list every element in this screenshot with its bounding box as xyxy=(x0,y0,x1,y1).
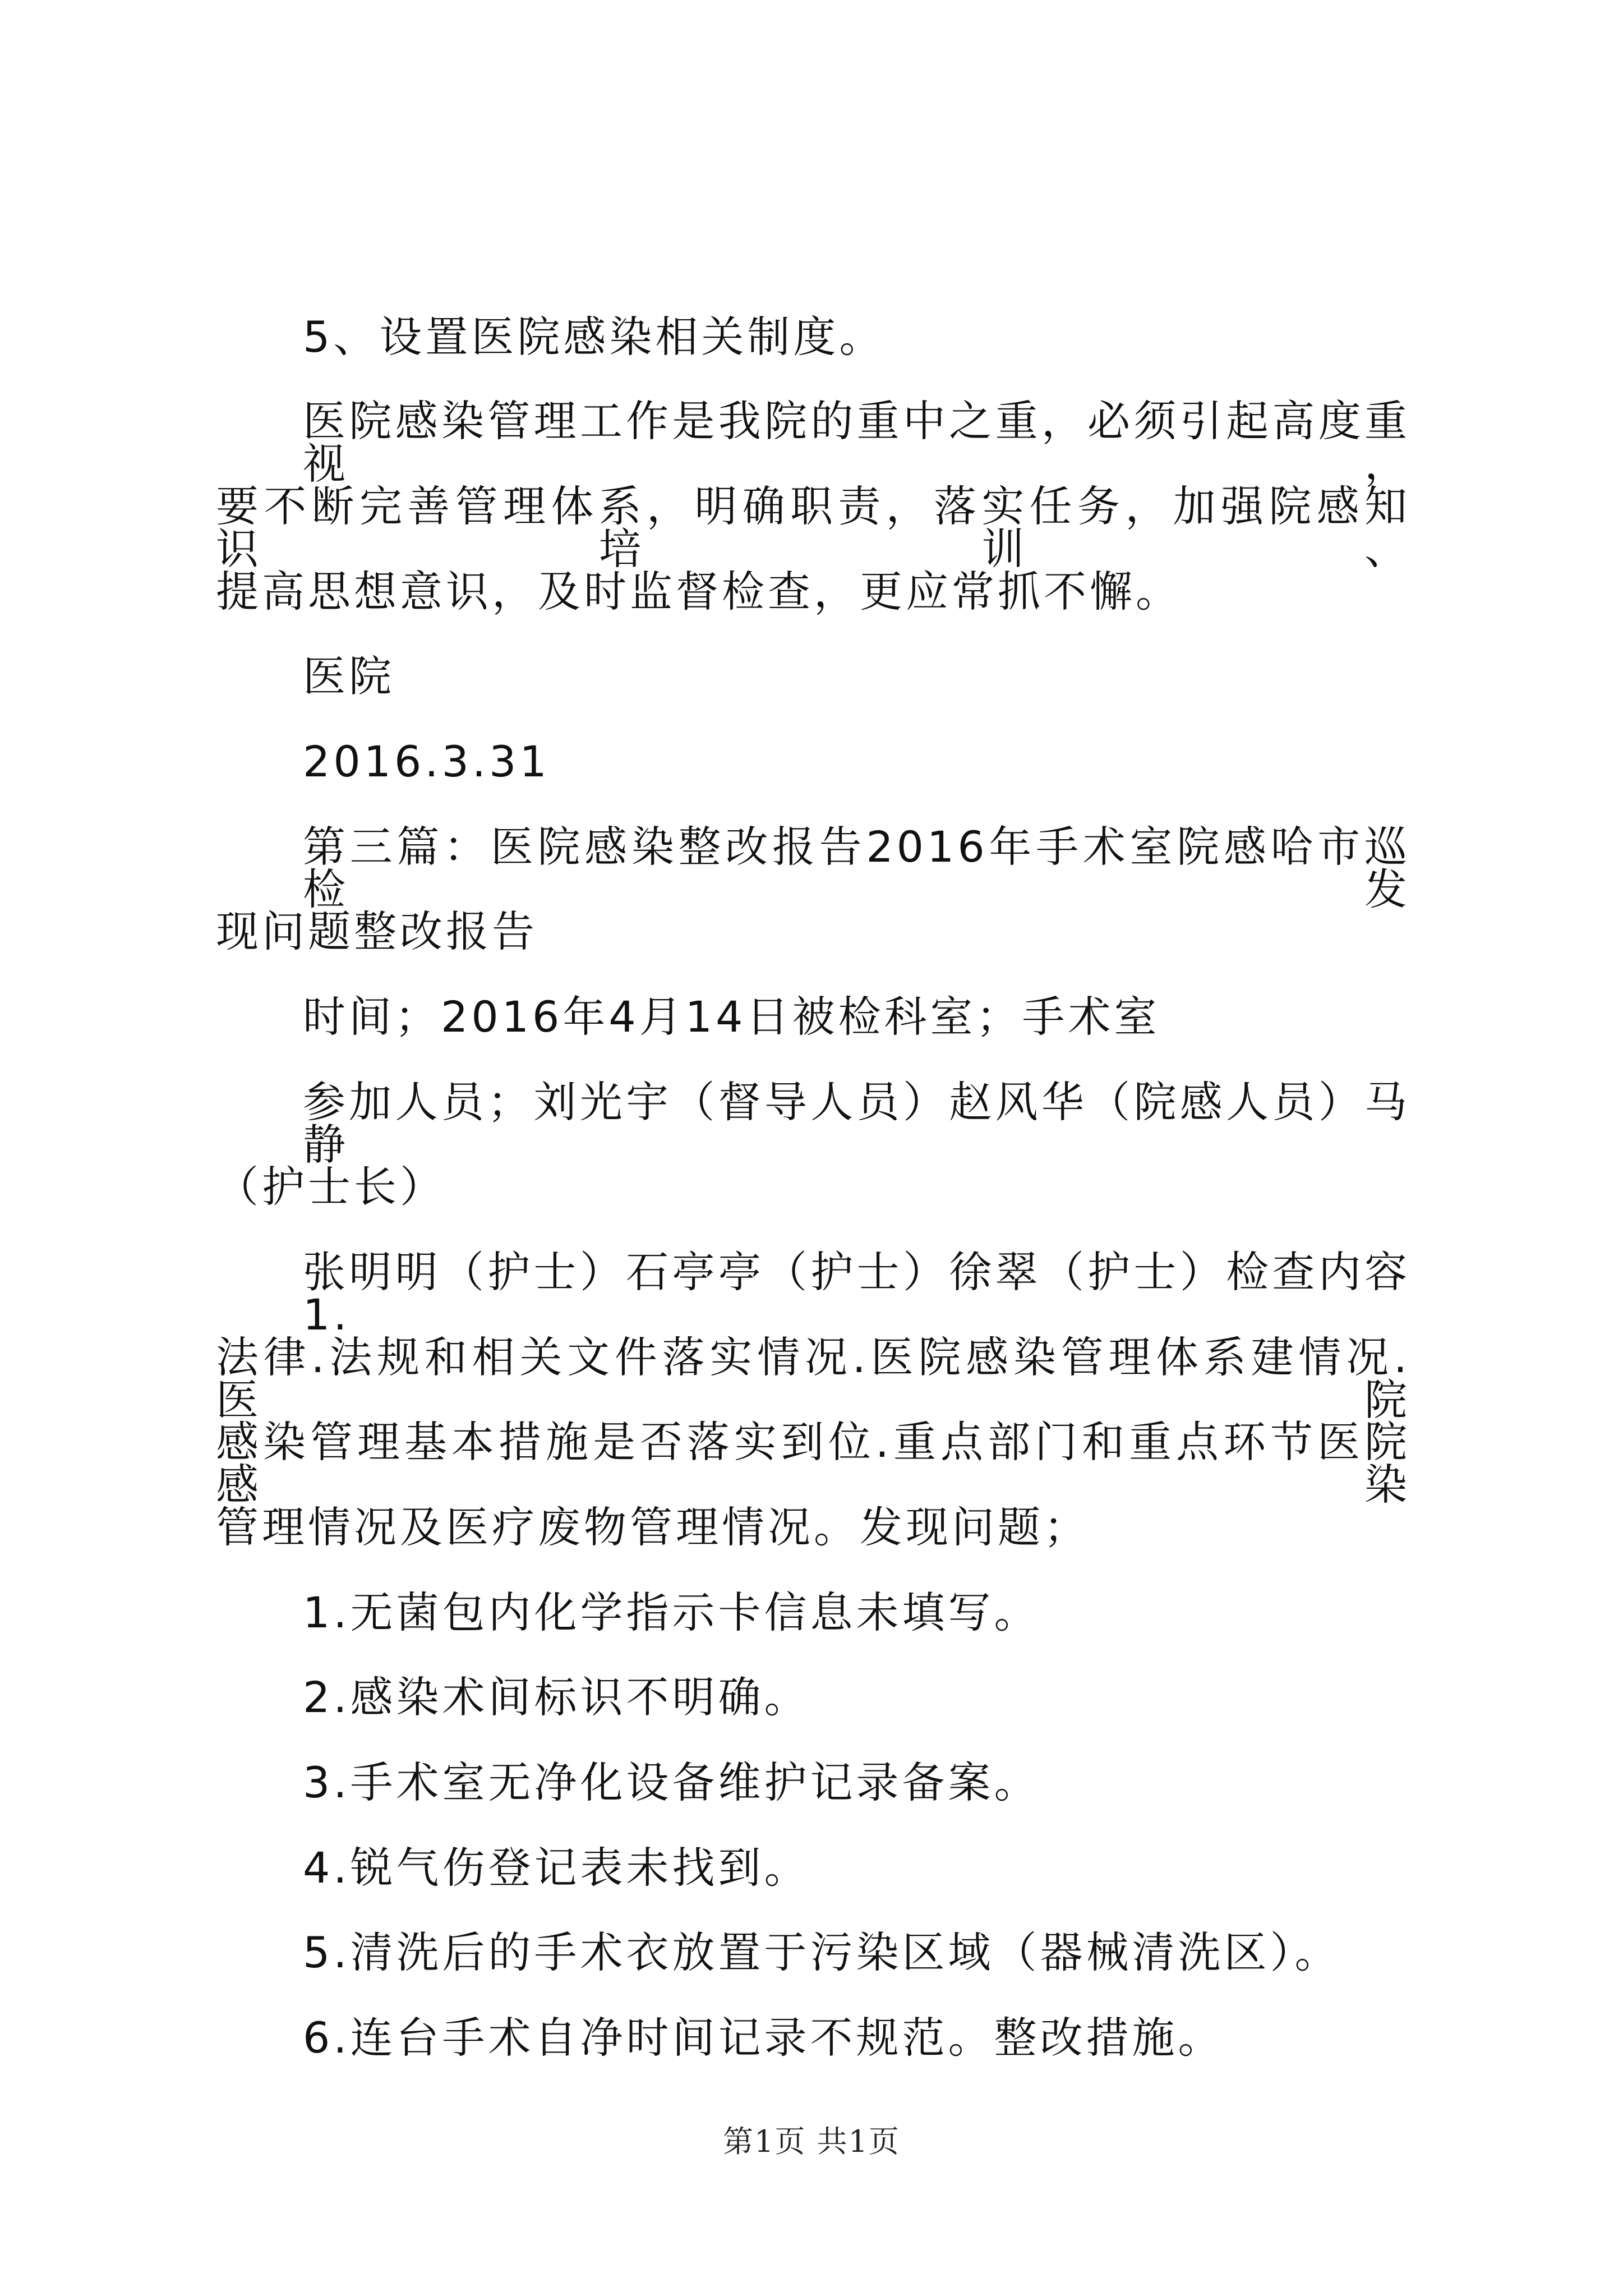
paragraph-line: 感染管理基本措施是否落实到位.重点部门和重点环节医院感染 xyxy=(216,1417,1410,1510)
signature-name: 医院 xyxy=(303,651,395,701)
paragraph-line: 管理情况及医疗废物管理情况。发现问题； xyxy=(216,1502,1090,1552)
list-item: 1.无菌包内化学指示卡信息未填写。 xyxy=(303,1588,1040,1637)
paragraph-line: 张明明（护士）石亭亭（护士）徐翠（护士）检查内容1. xyxy=(303,1247,1410,1340)
paragraph-line: 要不断完善管理体系，明确职责，落实任务，加强院感知识培训、 xyxy=(216,481,1410,574)
list-item: 6.连台手术自净时间记录不规范。整改措施。 xyxy=(303,2013,1224,2063)
section-heading: 现问题整改报告 xyxy=(216,907,538,956)
paragraph-line: 法律.法规和相关文件落实情况.医院感染管理体系建情况.医院 xyxy=(216,1332,1410,1425)
paragraph-line: （护士长） xyxy=(216,1162,446,1212)
paragraph-line: 5、设置医院感染相关制度。 xyxy=(303,312,886,362)
paragraph-line: 医院感染管理工作是我院的重中之重，必须引起高度重视， xyxy=(303,396,1410,489)
signature-date: 2016.3.31 xyxy=(303,737,550,786)
list-item: 4.锐气伤登记表未找到。 xyxy=(303,1843,810,1893)
section-heading: 第三篇：医院感染整改报告2016年手术室院感哈市巡检发 xyxy=(303,822,1410,914)
list-item: 3.手术室无净化设备维护记录备案。 xyxy=(303,1757,1040,1807)
paragraph-line: 提高思想意识，及时监督检查，更应常抓不懈。 xyxy=(216,567,1182,616)
paragraph-line: 参加人员；刘光宇（督导人员）赵风华（院感人员）马静 xyxy=(303,1077,1410,1170)
paragraph-line: 时间；2016年4月14日被检科室；手术室 xyxy=(303,992,1160,1042)
page-footer: 第1页 共1页 xyxy=(723,2124,900,2159)
list-item: 2.感染术间标识不明确。 xyxy=(303,1672,810,1722)
list-item: 5.清洗后的手术衣放置于污染区域（器械清洗区）。 xyxy=(303,1927,1341,1977)
